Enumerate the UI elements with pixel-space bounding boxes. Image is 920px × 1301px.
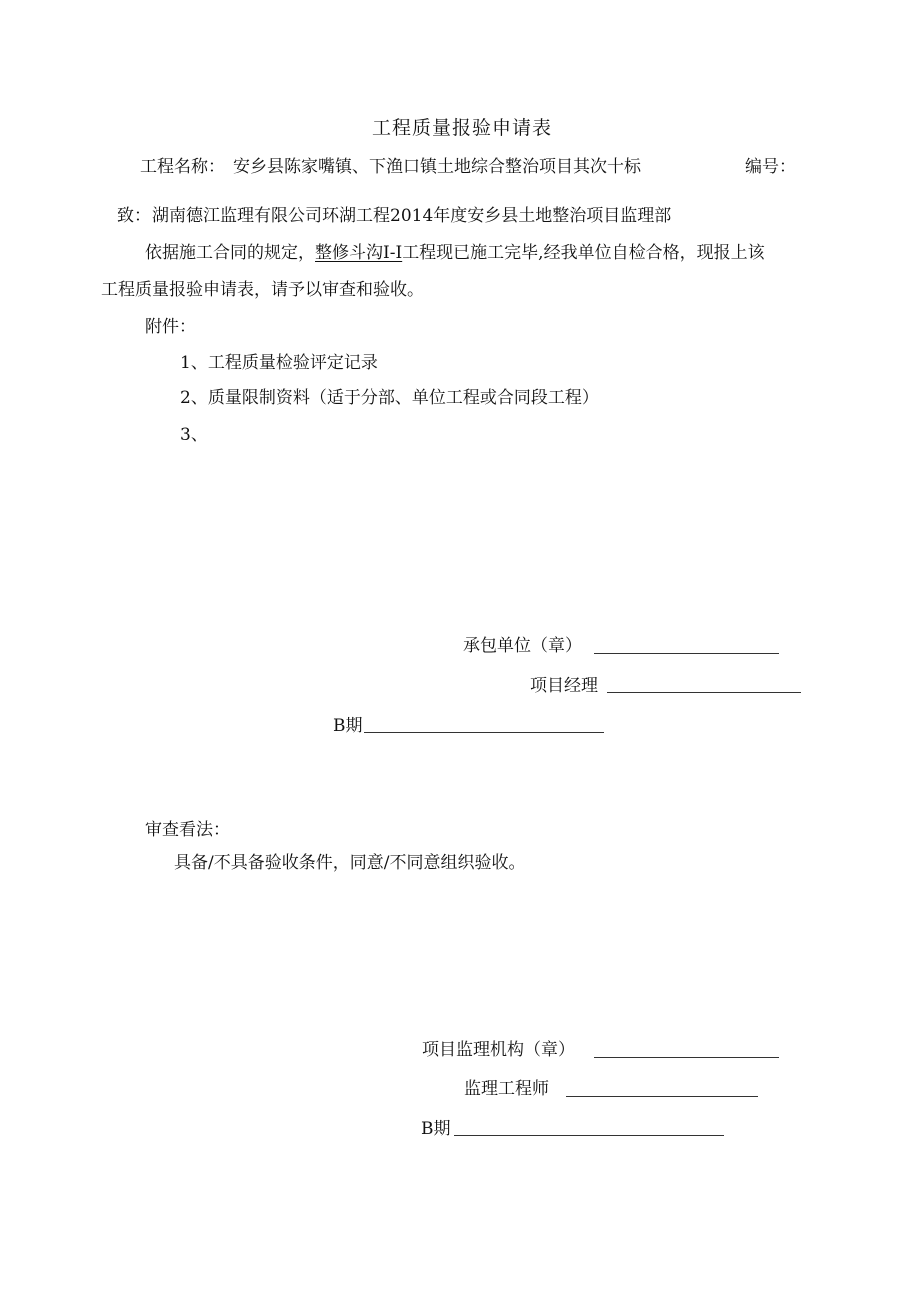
contractor-unit-field[interactable]	[594, 653, 779, 654]
addressee-value: 湖南德江监理有限公司环湖工程2014年度安乡县土地整治项目监理部	[152, 206, 672, 226]
addressee-label: 致：	[117, 206, 151, 226]
supervision-org-label: 项目监理机构（章）	[422, 1040, 575, 1060]
serial-number-label: 编号：	[745, 157, 796, 177]
body-text-part-1: 依据施工合同的规定，	[145, 243, 315, 263]
project-manager-field[interactable]	[607, 692, 801, 693]
page-title: 工程质量报验申请表	[372, 117, 553, 139]
contractor-date-label: B期	[333, 716, 363, 736]
project-name-label: 工程名称：	[140, 157, 225, 177]
project-manager-label: 项目经理	[530, 676, 598, 696]
attachments-label: 附件：	[145, 317, 196, 337]
supervisor-date-label: B期	[421, 1119, 451, 1139]
contractor-date-field[interactable]	[364, 732, 604, 733]
review-text: 具备/不具备验收条件，同意/不同意组织验收。	[174, 853, 526, 873]
supervisor-date-field[interactable]	[454, 1135, 724, 1136]
attachment-item: 3、	[180, 425, 208, 445]
body-paragraph-line-1	[145, 242, 765, 264]
project-name-value: 安乡县陈家嘴镇、下渔口镇土地综合整治项目其次十标	[233, 157, 641, 177]
body-text-part-2: 工程现已施工完毕,经我单位自检合格，现报上该	[402, 243, 765, 263]
supervising-engineer-field[interactable]	[566, 1096, 758, 1097]
supervision-org-field[interactable]	[594, 1057, 779, 1058]
review-label: 审查看法：	[145, 820, 230, 840]
attachment-item: 1、工程质量检验评定记录	[180, 353, 378, 373]
inspection-item: 整修斗沟I-I	[315, 243, 403, 263]
attachment-item: 2、质量限制资料（适于分部、单位工程或合同段工程）	[180, 388, 599, 408]
body-paragraph-line-2: 工程质量报验申请表，请予以审查和验收。	[101, 280, 424, 300]
contractor-unit-label: 承包单位（章）	[463, 636, 582, 656]
supervising-engineer-label: 监理工程师	[464, 1079, 549, 1099]
